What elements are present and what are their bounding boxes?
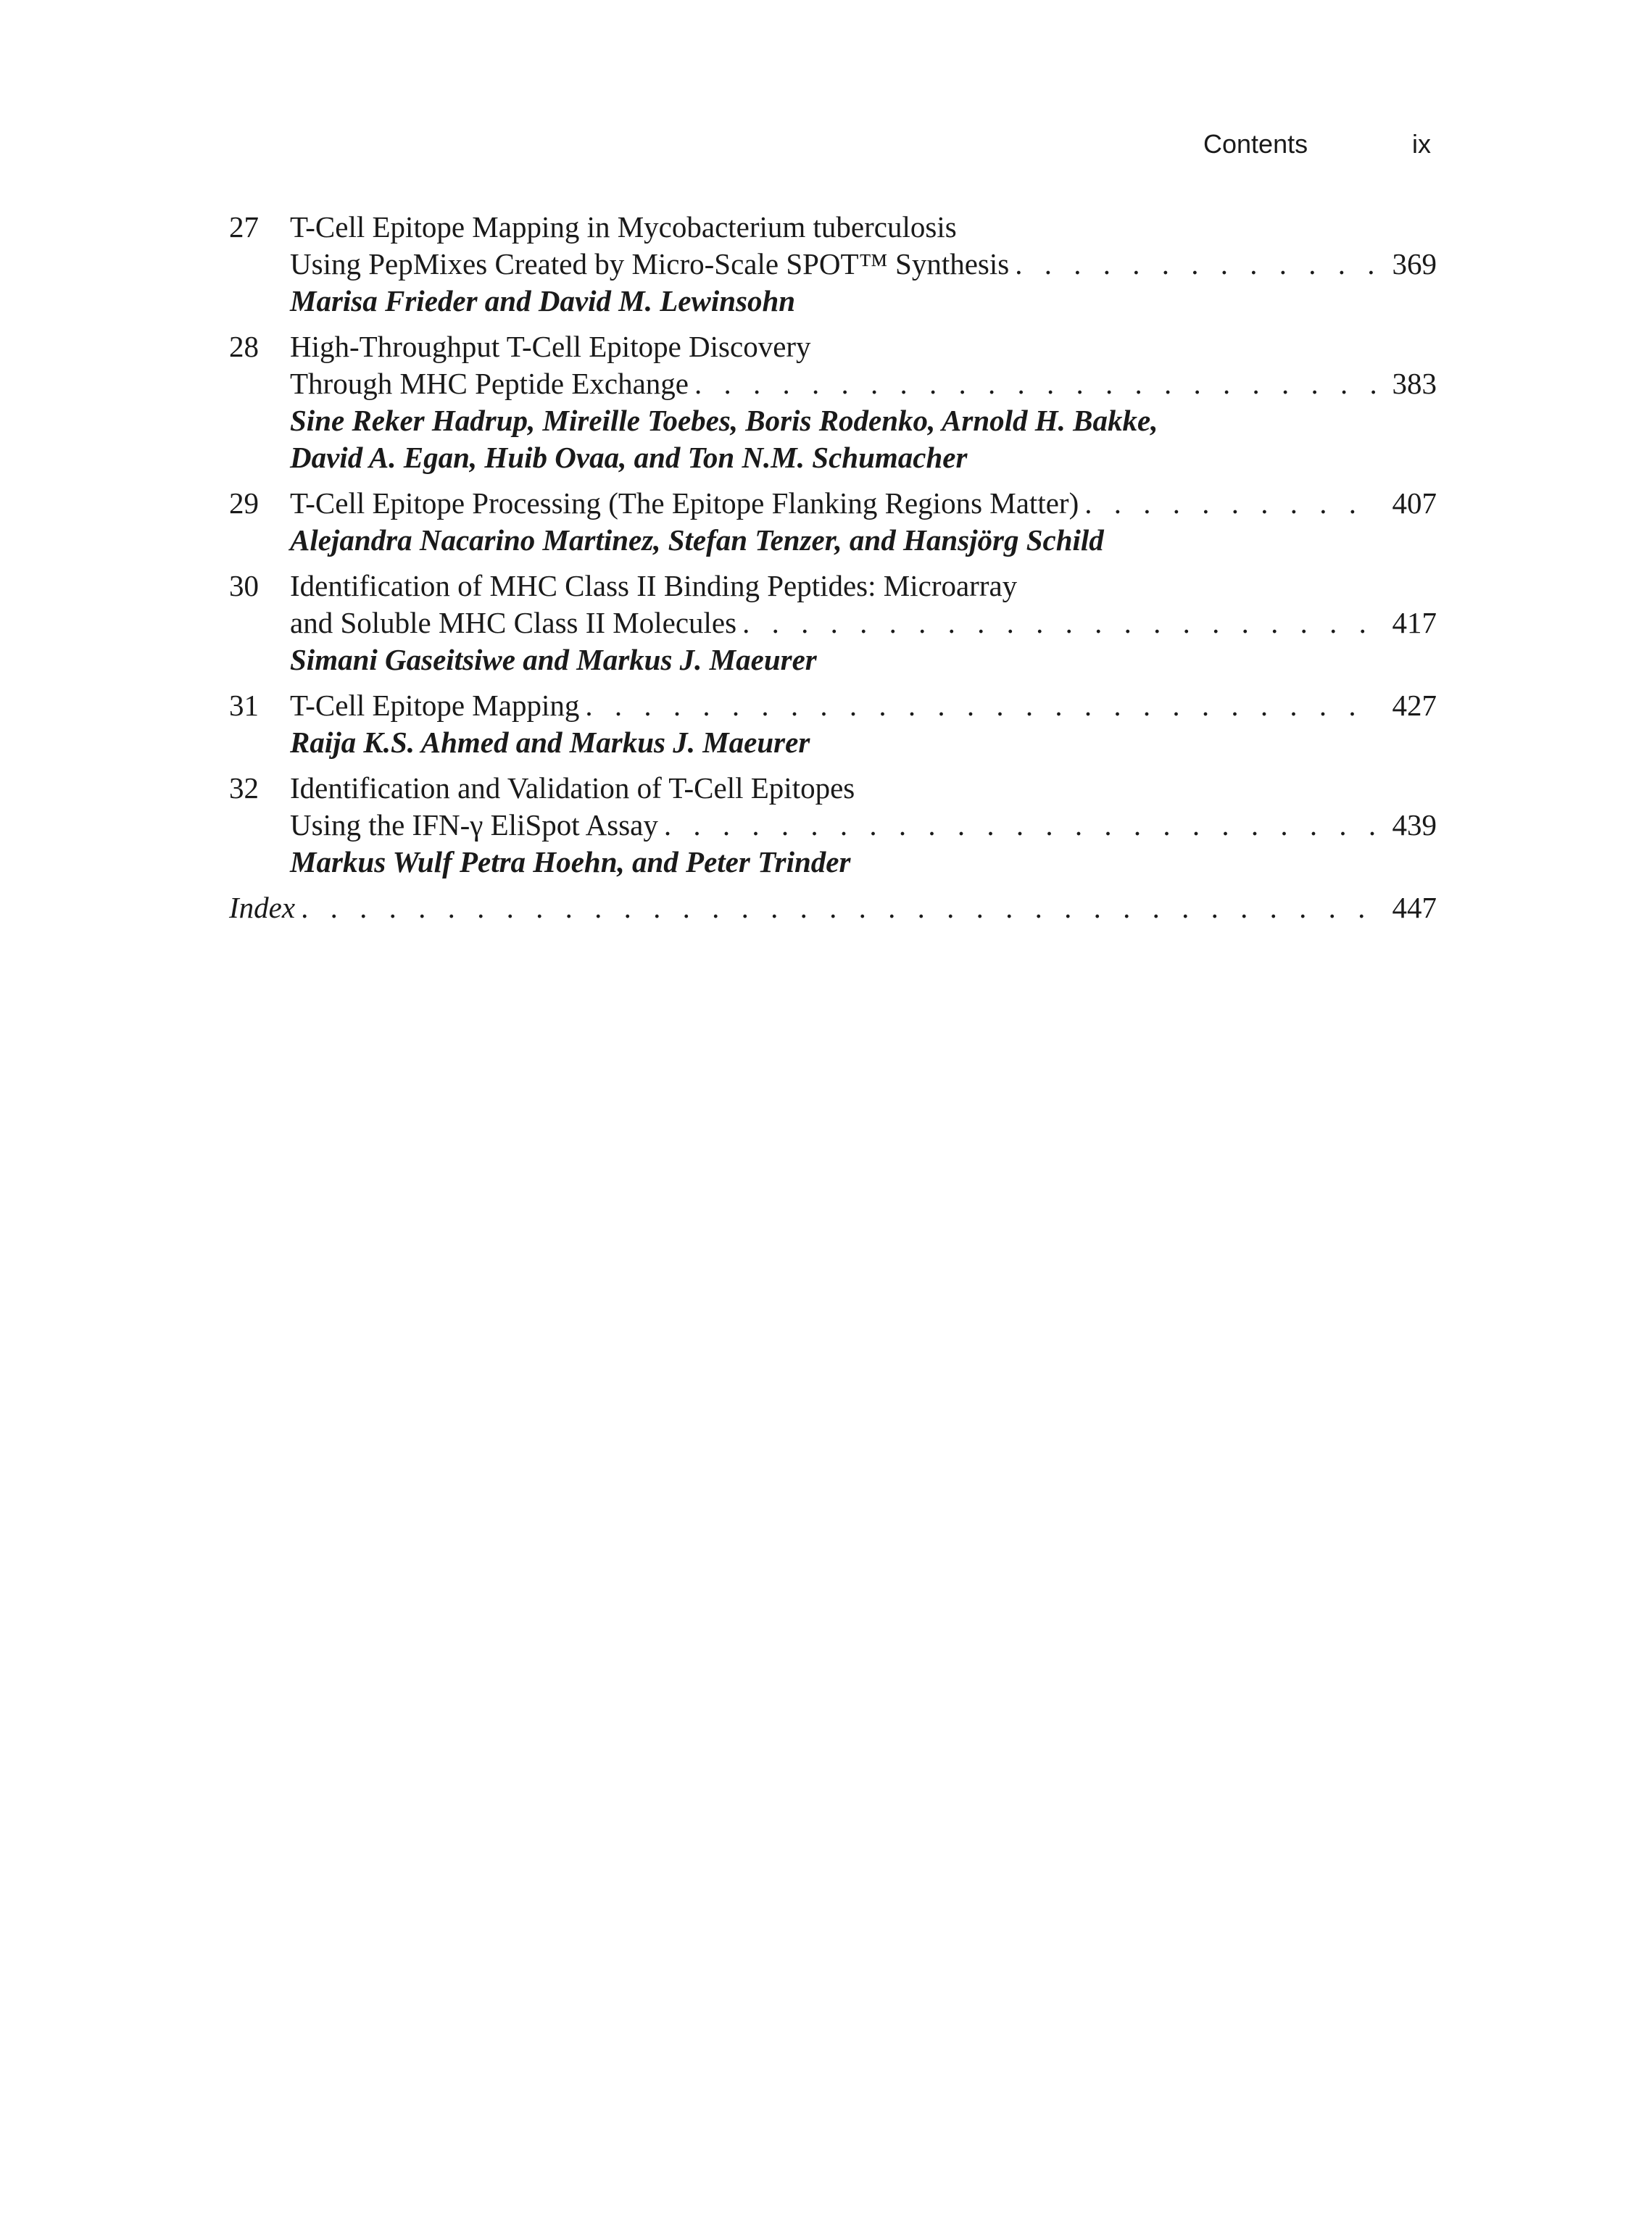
toc-entry-29 [229, 485, 1437, 559]
chapter-title-leader-line [290, 485, 1437, 522]
toc-entry-index [229, 889, 1437, 926]
index-leader-line [229, 889, 1437, 926]
chapter-title-leader-line [290, 605, 1437, 641]
chapter-page-link[interactable]: 407 [1392, 486, 1437, 520]
chapter-title-line: and Soluble MHC Class II Molecules [290, 606, 737, 639]
dot-leader [579, 687, 1379, 724]
chapter-number: 29 [229, 486, 259, 520]
chapter-title-leader-line [290, 246, 1437, 283]
chapter-title-line: T-Cell Epitope Processing (The Epitope Flanking Regions Matter) [290, 486, 1079, 520]
chapter-title-line: T-Cell Epitope Mapping [290, 689, 580, 722]
chapter-title-line: Identification of MHC Class II Binding Peptides: Microarray [290, 569, 1018, 602]
toc-entry-30 [229, 568, 1437, 678]
chapter-authors: Sine Reker Hadrup, Mireille Toebes, Boris Rodenko, Arnold H. Bakke, [290, 404, 1158, 437]
dot-leader [689, 365, 1379, 402]
chapter-page-link[interactable]: 417 [1392, 606, 1437, 639]
running-head [1203, 129, 1435, 165]
chapter-authors: Markus Wulf Petra Hoehn, and Peter Trinder [290, 845, 851, 879]
index-label: Index [229, 891, 296, 924]
chapter-authors: Raija K.S. Ahmed and Markus J. Maeurer [290, 726, 810, 759]
toc-entry-28 [229, 328, 1437, 476]
running-head-title: Contents [1203, 129, 1308, 159]
chapter-page-link[interactable]: 369 [1392, 247, 1437, 281]
chapter-number: 32 [229, 771, 259, 805]
chapter-title-line: Identification and Validation of T-Cell Epitopes [290, 771, 855, 805]
chapter-page-link[interactable]: 383 [1392, 367, 1437, 400]
chapter-number: 27 [229, 210, 259, 244]
dot-leader [1079, 485, 1379, 522]
chapter-number: 28 [229, 330, 259, 363]
page-number: ix [1412, 129, 1431, 159]
chapter-title-line: Using PepMixes Created by Micro-Scale SPOT™ Synthesis [290, 247, 1010, 281]
chapter-authors: Alejandra Nacarino Martinez, Stefan Tenzer, and Hansjörg Schild [290, 523, 1104, 557]
chapter-title-leader-line [290, 365, 1437, 402]
chapter-page-link[interactable]: 427 [1392, 689, 1437, 722]
dot-leader [1009, 246, 1379, 283]
dot-leader [736, 605, 1379, 641]
chapter-title-line: T-Cell Epitope Mapping in Mycobacterium tuberculosis [290, 210, 957, 244]
chapter-title-line: Through MHC Peptide Exchange [290, 367, 689, 400]
chapter-title-line: Using the IFN-γ EliSpot Assay [290, 808, 658, 842]
toc-entry-31 [229, 687, 1437, 761]
chapter-page-link[interactable]: 439 [1392, 808, 1437, 842]
toc-entry-32 [229, 770, 1437, 881]
dot-leader [658, 807, 1379, 844]
chapter-authors: David A. Egan, Huib Ovaa, and Ton N.M. Schumacher [290, 441, 968, 474]
chapter-authors: Marisa Frieder and David M. Lewinsohn [290, 284, 796, 317]
toc-entry-27 [229, 209, 1437, 320]
chapter-number: 31 [229, 689, 259, 722]
table-of-contents [229, 209, 1437, 935]
chapter-title-leader-line [290, 687, 1437, 724]
dot-leader [295, 889, 1379, 926]
chapter-title-leader-line [290, 807, 1437, 844]
index-page-link[interactable]: 447 [1392, 891, 1437, 924]
chapter-title-line: High-Throughput T-Cell Epitope Discovery [290, 330, 811, 363]
chapter-number: 30 [229, 569, 259, 602]
chapter-authors: Simani Gaseitsiwe and Markus J. Maeurer [290, 643, 817, 676]
